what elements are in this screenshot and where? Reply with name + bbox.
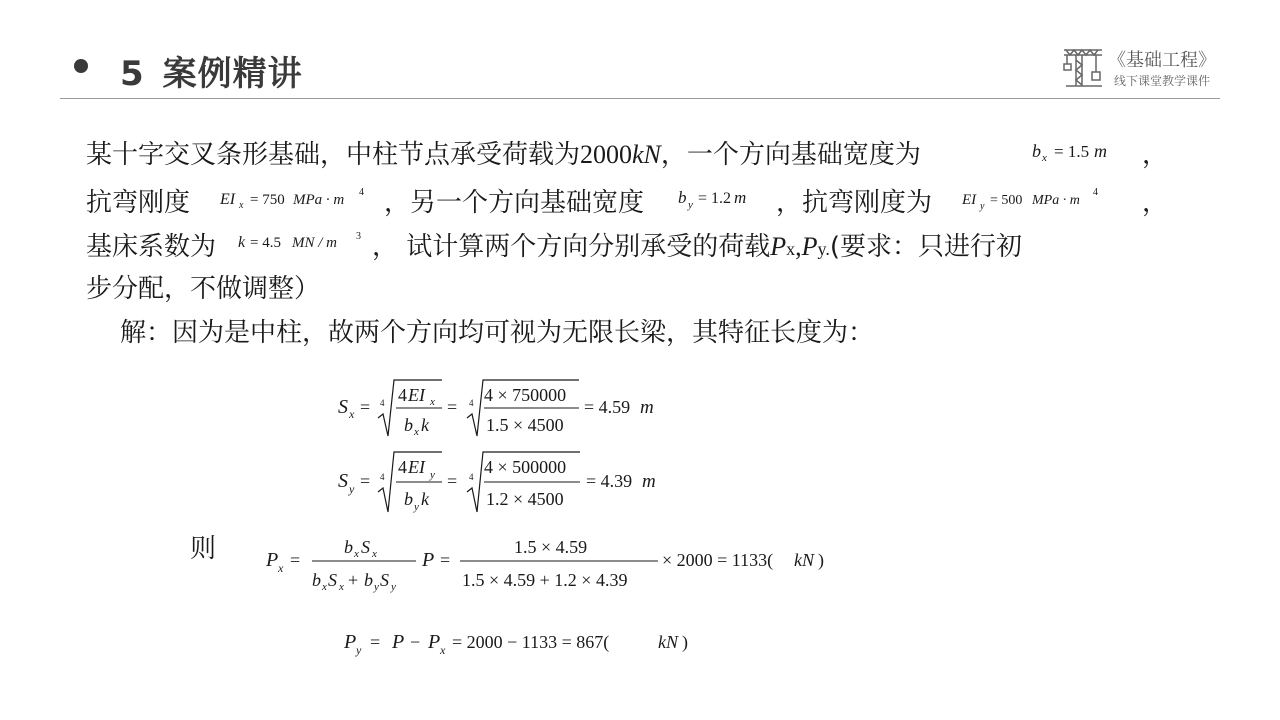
svg-text:=: = [290, 550, 301, 570]
svg-text:m: m [734, 188, 747, 207]
svg-text:= 4.39: = 4.39 [586, 471, 633, 491]
by-formula [676, 184, 776, 214]
svg-text:m: m [1094, 141, 1107, 161]
svg-text:=: = [360, 471, 371, 491]
svg-text:x: x [239, 200, 244, 211]
svg-text:b: b [404, 489, 413, 509]
load-unit: kN [632, 140, 661, 169]
svg-text:): ) [818, 550, 824, 570]
problem-text-2c: ，抗弯刚度为 [776, 188, 933, 218]
bx-formula [1030, 136, 1150, 166]
svg-text:1.5 × 4.59 + 1.2 × 4.39: 1.5 × 4.59 + 1.2 × 4.39 [462, 570, 628, 590]
py-equation [340, 620, 740, 664]
section-title [120, 46, 303, 95]
problem-line-1 [86, 134, 921, 171]
logo-title: 《基础工程》 [1108, 50, 1216, 71]
therefore-label: 则 [190, 534, 217, 564]
svg-text:x: x [278, 561, 284, 575]
svg-text:S: S [338, 396, 348, 418]
svg-text:P: P [428, 631, 441, 653]
section-number: 5 [120, 54, 145, 94]
svg-text:x: x [339, 581, 344, 593]
svg-text:+: + [348, 570, 359, 590]
svg-text:EI: EI [962, 192, 977, 208]
svg-text:1.5 × 4.59: 1.5 × 4.59 [514, 537, 588, 557]
header-divider [60, 98, 1220, 99]
section-title-text: 案例精讲 [162, 54, 303, 94]
problem-text-2b: ，另一个方向基础宽度 [384, 188, 645, 218]
comma-1: ， [1142, 140, 1169, 170]
svg-text:x: x [372, 548, 377, 560]
svg-text:x: x [1042, 152, 1047, 164]
svg-text:= 1.2: = 1.2 [698, 190, 732, 207]
problem-line-3 [86, 226, 216, 263]
svg-text:kN: kN [658, 632, 678, 652]
problem-text-1b: ，一个方向基础宽度为 [660, 140, 921, 170]
problem-text-3a: 基床系数为 [86, 232, 217, 262]
svg-text:y: y [391, 581, 396, 593]
svg-text:= 500: = 500 [990, 193, 1023, 208]
svg-text:4: 4 [1093, 187, 1098, 198]
solution-intro: 解：因为是中柱，故两个方向均可视为无限长梁，其特征长度为： [120, 318, 875, 348]
svg-text:MPa · m: MPa · m [293, 192, 345, 208]
svg-text:= 4.5: = 4.5 [250, 235, 281, 251]
problem-text-3b [372, 226, 1022, 263]
svg-text:=: = [447, 397, 458, 417]
px-sub: x [786, 239, 796, 259]
svg-text:P: P [266, 549, 279, 571]
svg-text:4: 4 [469, 472, 474, 482]
svg-text:=: = [440, 550, 451, 570]
svg-text:=: = [447, 471, 458, 491]
eiy-formula [960, 186, 1130, 216]
svg-text:× 2000 = 1133(: × 2000 = 1133( [662, 550, 774, 570]
svg-text:1.2 × 4500: 1.2 × 4500 [486, 489, 564, 509]
k-formula [236, 228, 376, 258]
problem-text-2a: 抗弯刚度 [86, 188, 191, 218]
course-logo [1062, 44, 1222, 90]
svg-text:b: b [312, 570, 321, 590]
svg-text:kN: kN [794, 550, 814, 570]
svg-text:b: b [404, 415, 413, 435]
svg-text:EI: EI [408, 385, 425, 405]
svg-text:4: 4 [469, 398, 474, 408]
svg-text:3: 3 [356, 231, 361, 242]
sx-equation [334, 374, 674, 444]
bullet-dot [74, 59, 88, 73]
svg-text:4: 4 [398, 457, 407, 477]
problem-text-1a: 某十字交叉条形基础，中柱节点承受荷载为 [86, 140, 581, 170]
svg-text:x: x [430, 396, 435, 408]
svg-text:−: − [410, 632, 421, 652]
svg-text:y: y [980, 201, 985, 212]
problem-line-2 [86, 182, 190, 219]
comma-2: ， [1142, 188, 1169, 218]
svg-text:k: k [238, 234, 246, 251]
svg-text:y: y [349, 482, 355, 496]
svg-text:S: S [338, 470, 348, 492]
sy-equation [334, 448, 674, 520]
svg-text:b: b [678, 188, 687, 207]
svg-text:P: P [392, 631, 405, 653]
svg-text:= 750: = 750 [250, 192, 285, 208]
svg-text:y: y [430, 469, 435, 481]
svg-text:4: 4 [398, 385, 407, 405]
svg-text:b: b [344, 537, 353, 557]
svg-text:= 2000 − 1133 = 867(: = 2000 − 1133 = 867( [452, 632, 610, 652]
svg-text:x: x [354, 548, 359, 560]
py-symbol: P [801, 232, 818, 261]
svg-text:k: k [421, 489, 429, 509]
svg-text:4: 4 [380, 398, 385, 408]
svg-text:x: x [414, 426, 419, 438]
svg-text:= 4.59: = 4.59 [584, 397, 631, 417]
py-sub: y. [817, 239, 830, 259]
svg-text:4: 4 [380, 472, 385, 482]
svg-text:4: 4 [359, 187, 364, 198]
svg-text:=: = [360, 397, 371, 417]
problem-line-4: 步分配，不做调整） [86, 274, 321, 304]
crane-icon [1062, 44, 1106, 88]
svg-text:S: S [380, 570, 389, 590]
eix-formula [218, 184, 388, 214]
px-symbol: P [770, 232, 787, 261]
svg-text:EI: EI [220, 191, 236, 208]
svg-text:=: = [370, 632, 381, 652]
svg-text:m: m [642, 471, 656, 492]
problem-text-3b-inner: ， 试计算两个方向分别承受的荷载 [372, 232, 771, 262]
svg-text:b: b [1032, 141, 1041, 161]
svg-text:y: y [374, 581, 379, 593]
svg-text:MPa · m: MPa · m [1032, 193, 1080, 208]
svg-text:EI: EI [408, 457, 425, 477]
svg-text:4 × 750000: 4 × 750000 [484, 385, 567, 405]
svg-text:4 × 500000: 4 × 500000 [484, 457, 567, 477]
svg-text:): ) [682, 632, 688, 652]
problem-text-3c: (要求：只进行初 [829, 232, 1023, 262]
svg-text:P: P [422, 549, 435, 571]
load-value: 2000 [580, 140, 633, 169]
svg-text:b: b [364, 570, 373, 590]
svg-text:x: x [440, 643, 446, 657]
svg-text:m: m [640, 397, 654, 418]
svg-text:= 1.5: = 1.5 [1054, 142, 1090, 161]
logo-subtitle: 线下课堂教学课件 [1114, 74, 1211, 88]
svg-text:P: P [344, 631, 357, 653]
svg-text:y: y [356, 643, 362, 657]
svg-text:MN / m: MN / m [292, 235, 337, 251]
svg-text:x: x [349, 407, 355, 421]
svg-text:y: y [414, 501, 419, 513]
svg-text:S: S [361, 537, 370, 557]
svg-text:y: y [688, 199, 693, 211]
px-equation [262, 528, 852, 602]
svg-text:S: S [328, 570, 337, 590]
comma-inline: , [795, 232, 802, 261]
svg-text:1.5 × 4500: 1.5 × 4500 [486, 415, 564, 435]
svg-text:x: x [322, 581, 327, 593]
svg-text:k: k [421, 415, 429, 435]
